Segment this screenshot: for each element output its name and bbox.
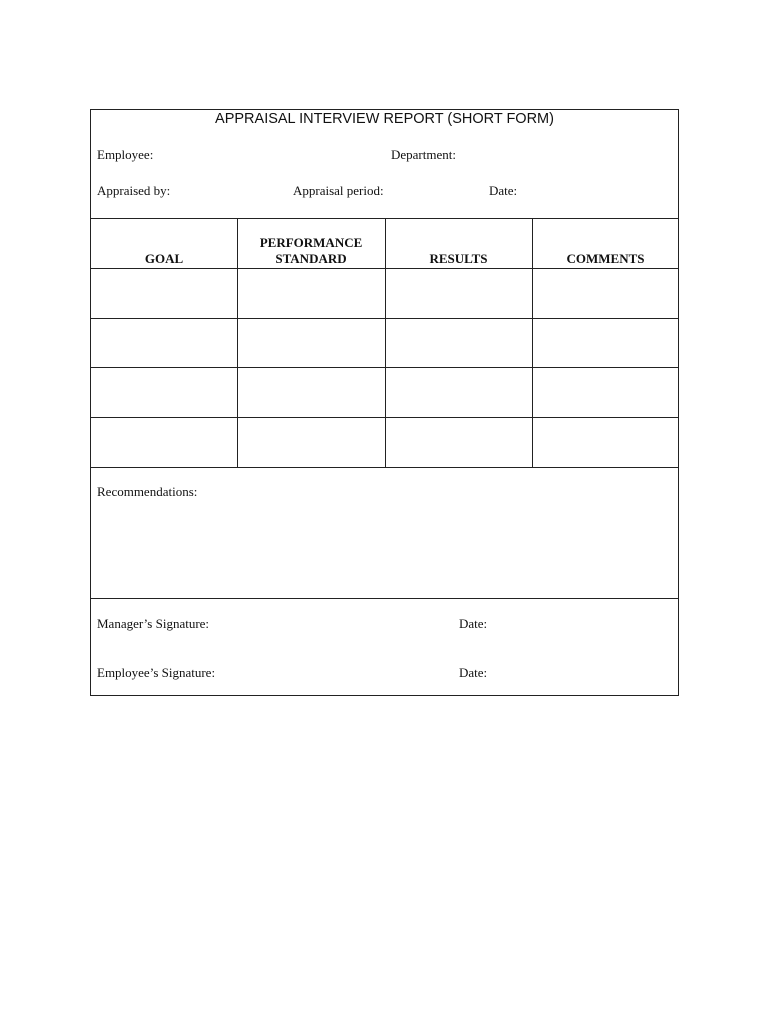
recommendations-bottom-border [91,598,678,599]
form-title: APPRAISAL INTERVIEW REPORT (SHORT FORM) [215,111,554,127]
table-bottom-border [91,467,678,468]
appraisal-period-label: Appraisal period: [293,183,384,198]
manager-date-label: Date: [459,616,488,631]
manager-signature-label: Manager’s Signature: [97,616,210,631]
appraised-by-label: Appraised by: [97,183,171,198]
appraisal-form [90,109,679,696]
column-header-performance-line1: PERFORMANCE [259,235,363,250]
recommendations-label: Recommendations: [97,484,198,499]
column-header-goal: GOAL [144,251,184,266]
employee-signature-label: Employee’s Signature: [97,665,216,680]
employee-label: Employee: [97,147,154,162]
column-header-performance-standard [237,235,385,267]
column-header-comments: COMMENTS [566,251,645,266]
column-header-performance-line2: STANDARD [275,251,347,266]
department-label: Department: [391,147,456,162]
employee-date-label: Date: [459,665,488,680]
header-date-label: Date: [489,183,518,198]
column-header-results: RESULTS [429,251,488,266]
